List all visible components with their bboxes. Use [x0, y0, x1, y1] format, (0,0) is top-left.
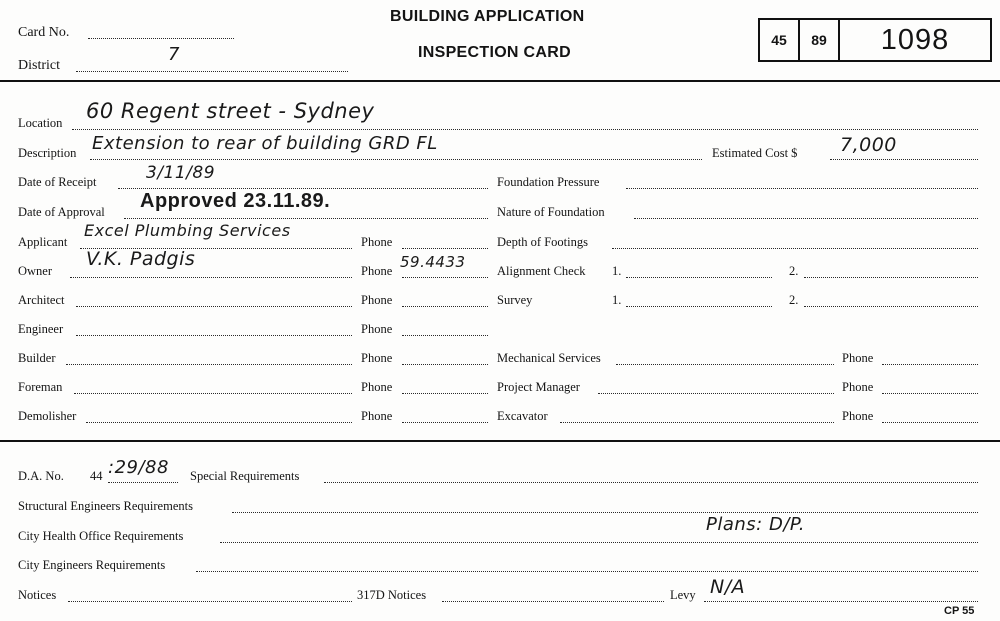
- da-no-value: :29/88: [108, 457, 169, 478]
- architect-phone-field[interactable]: [402, 306, 488, 307]
- builder-phone-label: Phone: [361, 351, 393, 365]
- builder-phone-field[interactable]: [402, 364, 488, 365]
- engineer-label: Engineer: [18, 322, 64, 336]
- location-label: Location: [18, 116, 63, 130]
- engineer-phone-label: Phone: [361, 322, 393, 336]
- special-requirements-label: Special Requirements: [190, 469, 300, 483]
- notices-field[interactable]: [68, 601, 352, 602]
- applicant-value: Excel Plumbing Services: [84, 221, 291, 240]
- structural-field[interactable]: [232, 512, 978, 513]
- depth-footings-label: Depth of Footings: [497, 235, 588, 249]
- foreman-field[interactable]: [74, 393, 352, 394]
- date-approval-value: Approved 23.11.89.: [140, 190, 331, 212]
- health-field[interactable]: [220, 542, 978, 543]
- description-value: Extension to rear of building GRD FL: [92, 133, 438, 154]
- applicant-phone-field[interactable]: [402, 248, 488, 249]
- date-approval-label: Date of Approval: [18, 205, 105, 219]
- mechanical-phone-field[interactable]: [882, 364, 978, 365]
- mechanical-phone-label: Phone: [842, 351, 874, 365]
- district-field[interactable]: [76, 71, 348, 72]
- location-field[interactable]: [72, 129, 978, 130]
- nature-foundation-label: Nature of Foundation: [497, 205, 605, 219]
- form-code: CP 55: [944, 605, 975, 617]
- district-value: 7: [168, 44, 180, 65]
- date-receipt-label: Date of Receipt: [18, 175, 97, 189]
- foreman-label: Foreman: [18, 380, 63, 394]
- notices-317d-label: 317D Notices: [357, 588, 427, 602]
- excavator-phone-label: Phone: [842, 409, 874, 423]
- da-no-prefix: 44: [90, 469, 103, 483]
- estimated-cost-label: Estimated Cost $: [712, 146, 798, 160]
- date-receipt-value: 3/11/89: [146, 163, 216, 183]
- project-manager-phone-label: Phone: [842, 380, 874, 394]
- health-value: Plans: D/P.: [706, 514, 805, 535]
- section-divider: [0, 440, 1000, 442]
- survey-field-2[interactable]: [804, 306, 978, 307]
- reference-boxes: [758, 18, 992, 62]
- card-no-label: Card No.: [18, 25, 70, 40]
- engineer-phone-field[interactable]: [402, 335, 488, 336]
- location-value: 60 Regent street - Sydney: [86, 99, 375, 123]
- ref-box-45: 45: [760, 20, 800, 60]
- demolisher-field[interactable]: [86, 422, 352, 423]
- excavator-phone-field[interactable]: [882, 422, 978, 423]
- project-manager-label: Project Manager: [497, 380, 580, 394]
- levy-field[interactable]: [704, 601, 978, 602]
- architect-field[interactable]: [76, 306, 352, 307]
- nature-foundation-field[interactable]: [634, 218, 978, 219]
- estimated-cost-field[interactable]: [830, 159, 978, 160]
- ref-box-card-number: 1098: [880, 23, 950, 56]
- date-receipt-field[interactable]: [118, 188, 488, 189]
- ref-box-89: 89: [800, 20, 840, 60]
- title-line-1: BUILDING APPLICATION: [390, 8, 585, 25]
- depth-footings-field[interactable]: [612, 248, 978, 249]
- project-manager-phone-field[interactable]: [882, 393, 978, 394]
- description-label: Description: [18, 146, 77, 160]
- alignment-check-label: Alignment Check: [497, 264, 586, 278]
- project-manager-field[interactable]: [598, 393, 834, 394]
- owner-field[interactable]: [70, 277, 352, 278]
- owner-phone-value: 59.4433: [400, 253, 466, 271]
- alignment-num-1: 1.: [612, 264, 622, 278]
- city-engineers-field[interactable]: [196, 571, 978, 572]
- city-engineers-label: City Engineers Requirements: [18, 558, 166, 572]
- applicant-label: Applicant: [18, 235, 68, 249]
- da-no-label: D.A. No.: [18, 469, 64, 483]
- description-field[interactable]: [90, 159, 702, 160]
- notices-317d-field[interactable]: [442, 601, 664, 602]
- mechanical-label: Mechanical Services: [497, 351, 601, 365]
- foundation-pressure-label: Foundation Pressure: [497, 175, 600, 189]
- owner-phone-field[interactable]: [402, 277, 488, 278]
- header-divider: [0, 80, 1000, 82]
- date-approval-field[interactable]: [124, 218, 488, 219]
- mechanical-field[interactable]: [616, 364, 834, 365]
- da-no-field[interactable]: [108, 482, 178, 483]
- excavator-label: Excavator: [497, 409, 548, 423]
- architect-label: Architect: [18, 293, 65, 307]
- levy-label: Levy: [670, 588, 696, 602]
- special-requirements-field[interactable]: [324, 482, 978, 483]
- estimated-cost-value: 7,000: [840, 134, 897, 156]
- health-label: City Health Office Requirements: [18, 529, 184, 543]
- alignment-check-field-2[interactable]: [804, 277, 978, 278]
- survey-num-2: 2.: [789, 293, 799, 307]
- excavator-field[interactable]: [560, 422, 834, 423]
- alignment-num-2: 2.: [789, 264, 799, 278]
- structural-label: Structural Engineers Requirements: [18, 499, 193, 513]
- owner-value: V.K. Padgis: [86, 248, 196, 270]
- survey-field-1[interactable]: [626, 306, 772, 307]
- levy-value: N/A: [710, 576, 746, 598]
- foundation-pressure-field[interactable]: [626, 188, 978, 189]
- district-label: District: [18, 58, 60, 73]
- foreman-phone-field[interactable]: [402, 393, 488, 394]
- builder-field[interactable]: [66, 364, 352, 365]
- applicant-phone-label: Phone: [361, 235, 393, 249]
- owner-phone-label: Phone: [361, 264, 393, 278]
- survey-num-1: 1.: [612, 293, 622, 307]
- title-line-2: INSPECTION CARD: [418, 44, 571, 61]
- owner-label: Owner: [18, 264, 53, 278]
- demolisher-phone-field[interactable]: [402, 422, 488, 423]
- engineer-field[interactable]: [76, 335, 352, 336]
- notices-label: Notices: [18, 588, 57, 602]
- survey-label: Survey: [497, 293, 533, 307]
- demolisher-label: Demolisher: [18, 409, 77, 423]
- card-no-field[interactable]: [88, 38, 234, 39]
- architect-phone-label: Phone: [361, 293, 393, 307]
- alignment-check-field-1[interactable]: [626, 277, 772, 278]
- builder-label: Builder: [18, 351, 56, 365]
- demolisher-phone-label: Phone: [361, 409, 393, 423]
- foreman-phone-label: Phone: [361, 380, 393, 394]
